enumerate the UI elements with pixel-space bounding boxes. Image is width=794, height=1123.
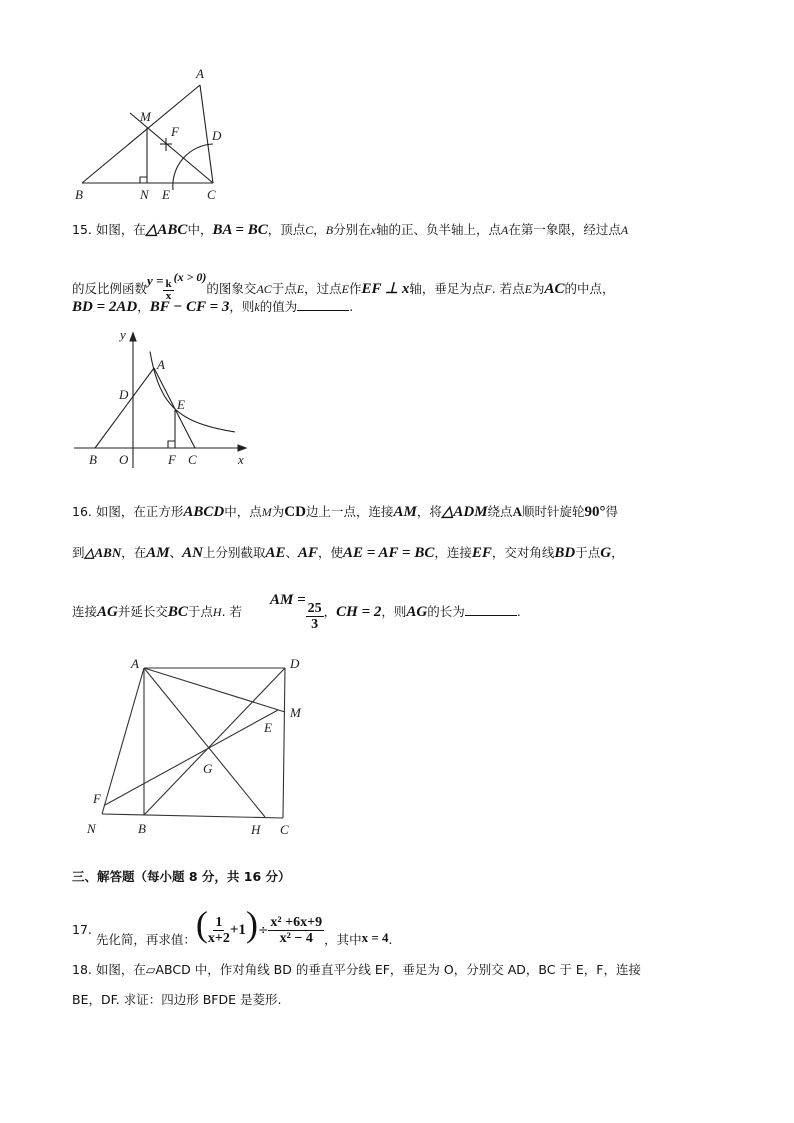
text: ，顶点 bbox=[267, 222, 306, 237]
text: ，则 bbox=[381, 604, 407, 619]
math: AM bbox=[393, 504, 417, 520]
math: H bbox=[212, 605, 222, 619]
text: . bbox=[388, 932, 393, 947]
math: x bbox=[370, 223, 376, 237]
label-n: N bbox=[140, 187, 149, 202]
label-a: A bbox=[196, 66, 204, 81]
text: 作 bbox=[349, 281, 362, 296]
question-number: 16. bbox=[72, 504, 92, 519]
math: A bbox=[620, 223, 629, 237]
text: 上分别截取 bbox=[202, 545, 266, 560]
math: M bbox=[261, 505, 272, 519]
text: ，使 bbox=[318, 545, 344, 560]
text: 、 bbox=[169, 545, 183, 560]
math: A bbox=[512, 504, 522, 519]
text: 中， bbox=[187, 222, 213, 237]
label-b: B bbox=[138, 821, 146, 836]
math: AN bbox=[182, 545, 203, 561]
line-fe bbox=[105, 710, 278, 805]
math: AG bbox=[406, 604, 428, 620]
text: 轴，垂足为点 bbox=[409, 281, 485, 296]
math: AC bbox=[256, 282, 272, 296]
denominator: 3 bbox=[311, 617, 319, 632]
math: AM = bbox=[270, 592, 306, 608]
text: 中，点 bbox=[224, 504, 262, 519]
label-d: D bbox=[290, 656, 300, 671]
math: BA = BC bbox=[212, 222, 268, 238]
text: 的图象交 bbox=[206, 281, 257, 296]
math: CD bbox=[284, 504, 306, 520]
text: 如图，在 bbox=[95, 222, 146, 237]
text: 连接 bbox=[72, 604, 98, 619]
q18-line-1: 18. 如图，在▱ABCD 中，作对角线 BD 的垂直平分线 EF，垂足为 O，分别交 AD，BC 于 E，F，连接 bbox=[72, 962, 641, 977]
label-a: A bbox=[131, 656, 139, 671]
math: G bbox=[600, 545, 612, 561]
label-y: y bbox=[120, 327, 126, 342]
text: ， bbox=[137, 299, 150, 314]
math: +1 bbox=[229, 922, 246, 938]
numerator: k bbox=[165, 278, 172, 290]
math: 90° bbox=[584, 504, 606, 520]
label-f: F bbox=[93, 791, 101, 806]
math: EF bbox=[471, 545, 492, 561]
left-paren: ( bbox=[195, 904, 208, 944]
text: 于点 bbox=[187, 604, 213, 619]
text: 到 bbox=[72, 545, 85, 560]
q17 bbox=[72, 900, 393, 950]
math: AE bbox=[265, 545, 286, 561]
math: BC bbox=[167, 604, 188, 620]
text: 分别在 bbox=[333, 222, 371, 237]
math: E bbox=[524, 282, 532, 296]
fraction-quadratic bbox=[268, 915, 324, 946]
text: 的中点， bbox=[564, 281, 615, 296]
text: ，在 bbox=[121, 545, 147, 560]
label-o: O bbox=[119, 452, 129, 467]
text: 于点 bbox=[575, 545, 601, 560]
denominator: x+2 bbox=[207, 931, 230, 946]
math: △ABN bbox=[84, 545, 122, 560]
numerator: x² +6x+9 bbox=[270, 915, 323, 930]
section-heading: 三、解答题（每小题 8 分，共 16 分） bbox=[72, 869, 291, 884]
text: 先化简，再求值： bbox=[95, 932, 196, 947]
line-an bbox=[102, 668, 144, 814]
math: AE = AF = BC bbox=[343, 545, 435, 561]
text: 顺时针旋轮 bbox=[521, 504, 585, 519]
label-f: F bbox=[168, 452, 176, 467]
label-g: G bbox=[203, 761, 213, 776]
text: . 若点 bbox=[491, 281, 525, 296]
math: k bbox=[254, 300, 260, 314]
math: CH = 2 bbox=[336, 604, 382, 620]
math: E bbox=[296, 282, 305, 296]
math: BD = 2AD bbox=[72, 299, 138, 315]
text: ，交对角线 bbox=[491, 545, 555, 560]
label-c: C bbox=[280, 822, 289, 837]
text: ，将 bbox=[416, 504, 442, 519]
label-h: H bbox=[251, 822, 261, 837]
right-paren: ) bbox=[245, 904, 258, 944]
math: AF bbox=[298, 545, 319, 561]
line-ah bbox=[144, 668, 265, 817]
label-c: C bbox=[207, 187, 216, 202]
text: 如图，在正方形 bbox=[95, 504, 184, 519]
label-b: B bbox=[89, 452, 97, 467]
math: y = bbox=[147, 273, 164, 288]
text: ， bbox=[323, 604, 337, 619]
label-c: C bbox=[188, 452, 197, 467]
text: 在第一象限，经过点 bbox=[508, 222, 621, 237]
text: 的长为 bbox=[427, 604, 465, 619]
line-nc bbox=[102, 814, 283, 818]
math: C bbox=[305, 223, 314, 237]
math: EF ⊥ x bbox=[361, 281, 410, 297]
text: ，其中 bbox=[324, 932, 362, 947]
math: AC bbox=[544, 281, 565, 297]
math: A bbox=[500, 223, 509, 237]
numerator: 25 bbox=[307, 601, 322, 616]
math: ABCD bbox=[183, 504, 225, 520]
math: F bbox=[484, 282, 492, 296]
text: ， bbox=[611, 545, 624, 560]
math: △ADM bbox=[441, 504, 488, 520]
math: E bbox=[341, 282, 349, 296]
label-m: M bbox=[290, 705, 301, 720]
text: . bbox=[516, 604, 521, 619]
label-d: D bbox=[119, 387, 129, 402]
question-number: 15. bbox=[72, 222, 92, 237]
q18-line-2: BE，DF. 求证：四边形 BFDE 是菱形. bbox=[72, 992, 282, 1007]
label-d: D bbox=[212, 128, 222, 143]
math: BD bbox=[554, 545, 576, 561]
math: AG bbox=[97, 604, 118, 620]
label-b: B bbox=[75, 187, 83, 202]
text: ，过点 bbox=[304, 281, 342, 296]
text: 为 bbox=[271, 504, 285, 519]
label-e: E bbox=[177, 397, 185, 412]
text: 于点 bbox=[271, 281, 297, 296]
numerator: 1 bbox=[215, 915, 223, 930]
label-e: E bbox=[162, 187, 170, 202]
text: ， bbox=[313, 222, 326, 237]
math: x = 4 bbox=[361, 930, 389, 945]
math: B bbox=[325, 223, 334, 237]
text: . bbox=[349, 299, 354, 314]
text: 轴的正、负半轴上，点 bbox=[375, 222, 501, 237]
label-n: N bbox=[87, 821, 96, 836]
math: △ABC bbox=[145, 222, 188, 238]
text: 绕点 bbox=[487, 504, 513, 519]
divide-sign: ÷ bbox=[257, 922, 269, 937]
label-e: E bbox=[264, 720, 272, 735]
label-a: A bbox=[157, 357, 165, 372]
text: 并延长交 bbox=[117, 604, 168, 619]
text: 的反比例函数 bbox=[72, 281, 148, 296]
label-m: M bbox=[140, 109, 151, 124]
text: 得 bbox=[605, 504, 618, 519]
text: . 若 bbox=[221, 604, 243, 619]
text: 为 bbox=[531, 281, 545, 296]
math: BF − CF = 3 bbox=[149, 299, 230, 315]
denominator: x² − 4 bbox=[279, 931, 313, 946]
text: ，连接 bbox=[434, 545, 472, 560]
text: 、 bbox=[285, 545, 299, 560]
fraction-1-over-x-plus-2 bbox=[208, 915, 230, 946]
math: AM bbox=[146, 545, 170, 561]
math: (x > 0) bbox=[173, 270, 207, 284]
denominator: x bbox=[165, 290, 172, 302]
side-dc bbox=[283, 668, 285, 818]
text: ，则 bbox=[229, 299, 255, 314]
label-f: F bbox=[171, 124, 179, 139]
question-number: 17. bbox=[72, 922, 92, 937]
text: 的值为 bbox=[259, 299, 298, 314]
text: 边上一点，连接 bbox=[305, 504, 394, 519]
label-x: x bbox=[238, 452, 244, 467]
